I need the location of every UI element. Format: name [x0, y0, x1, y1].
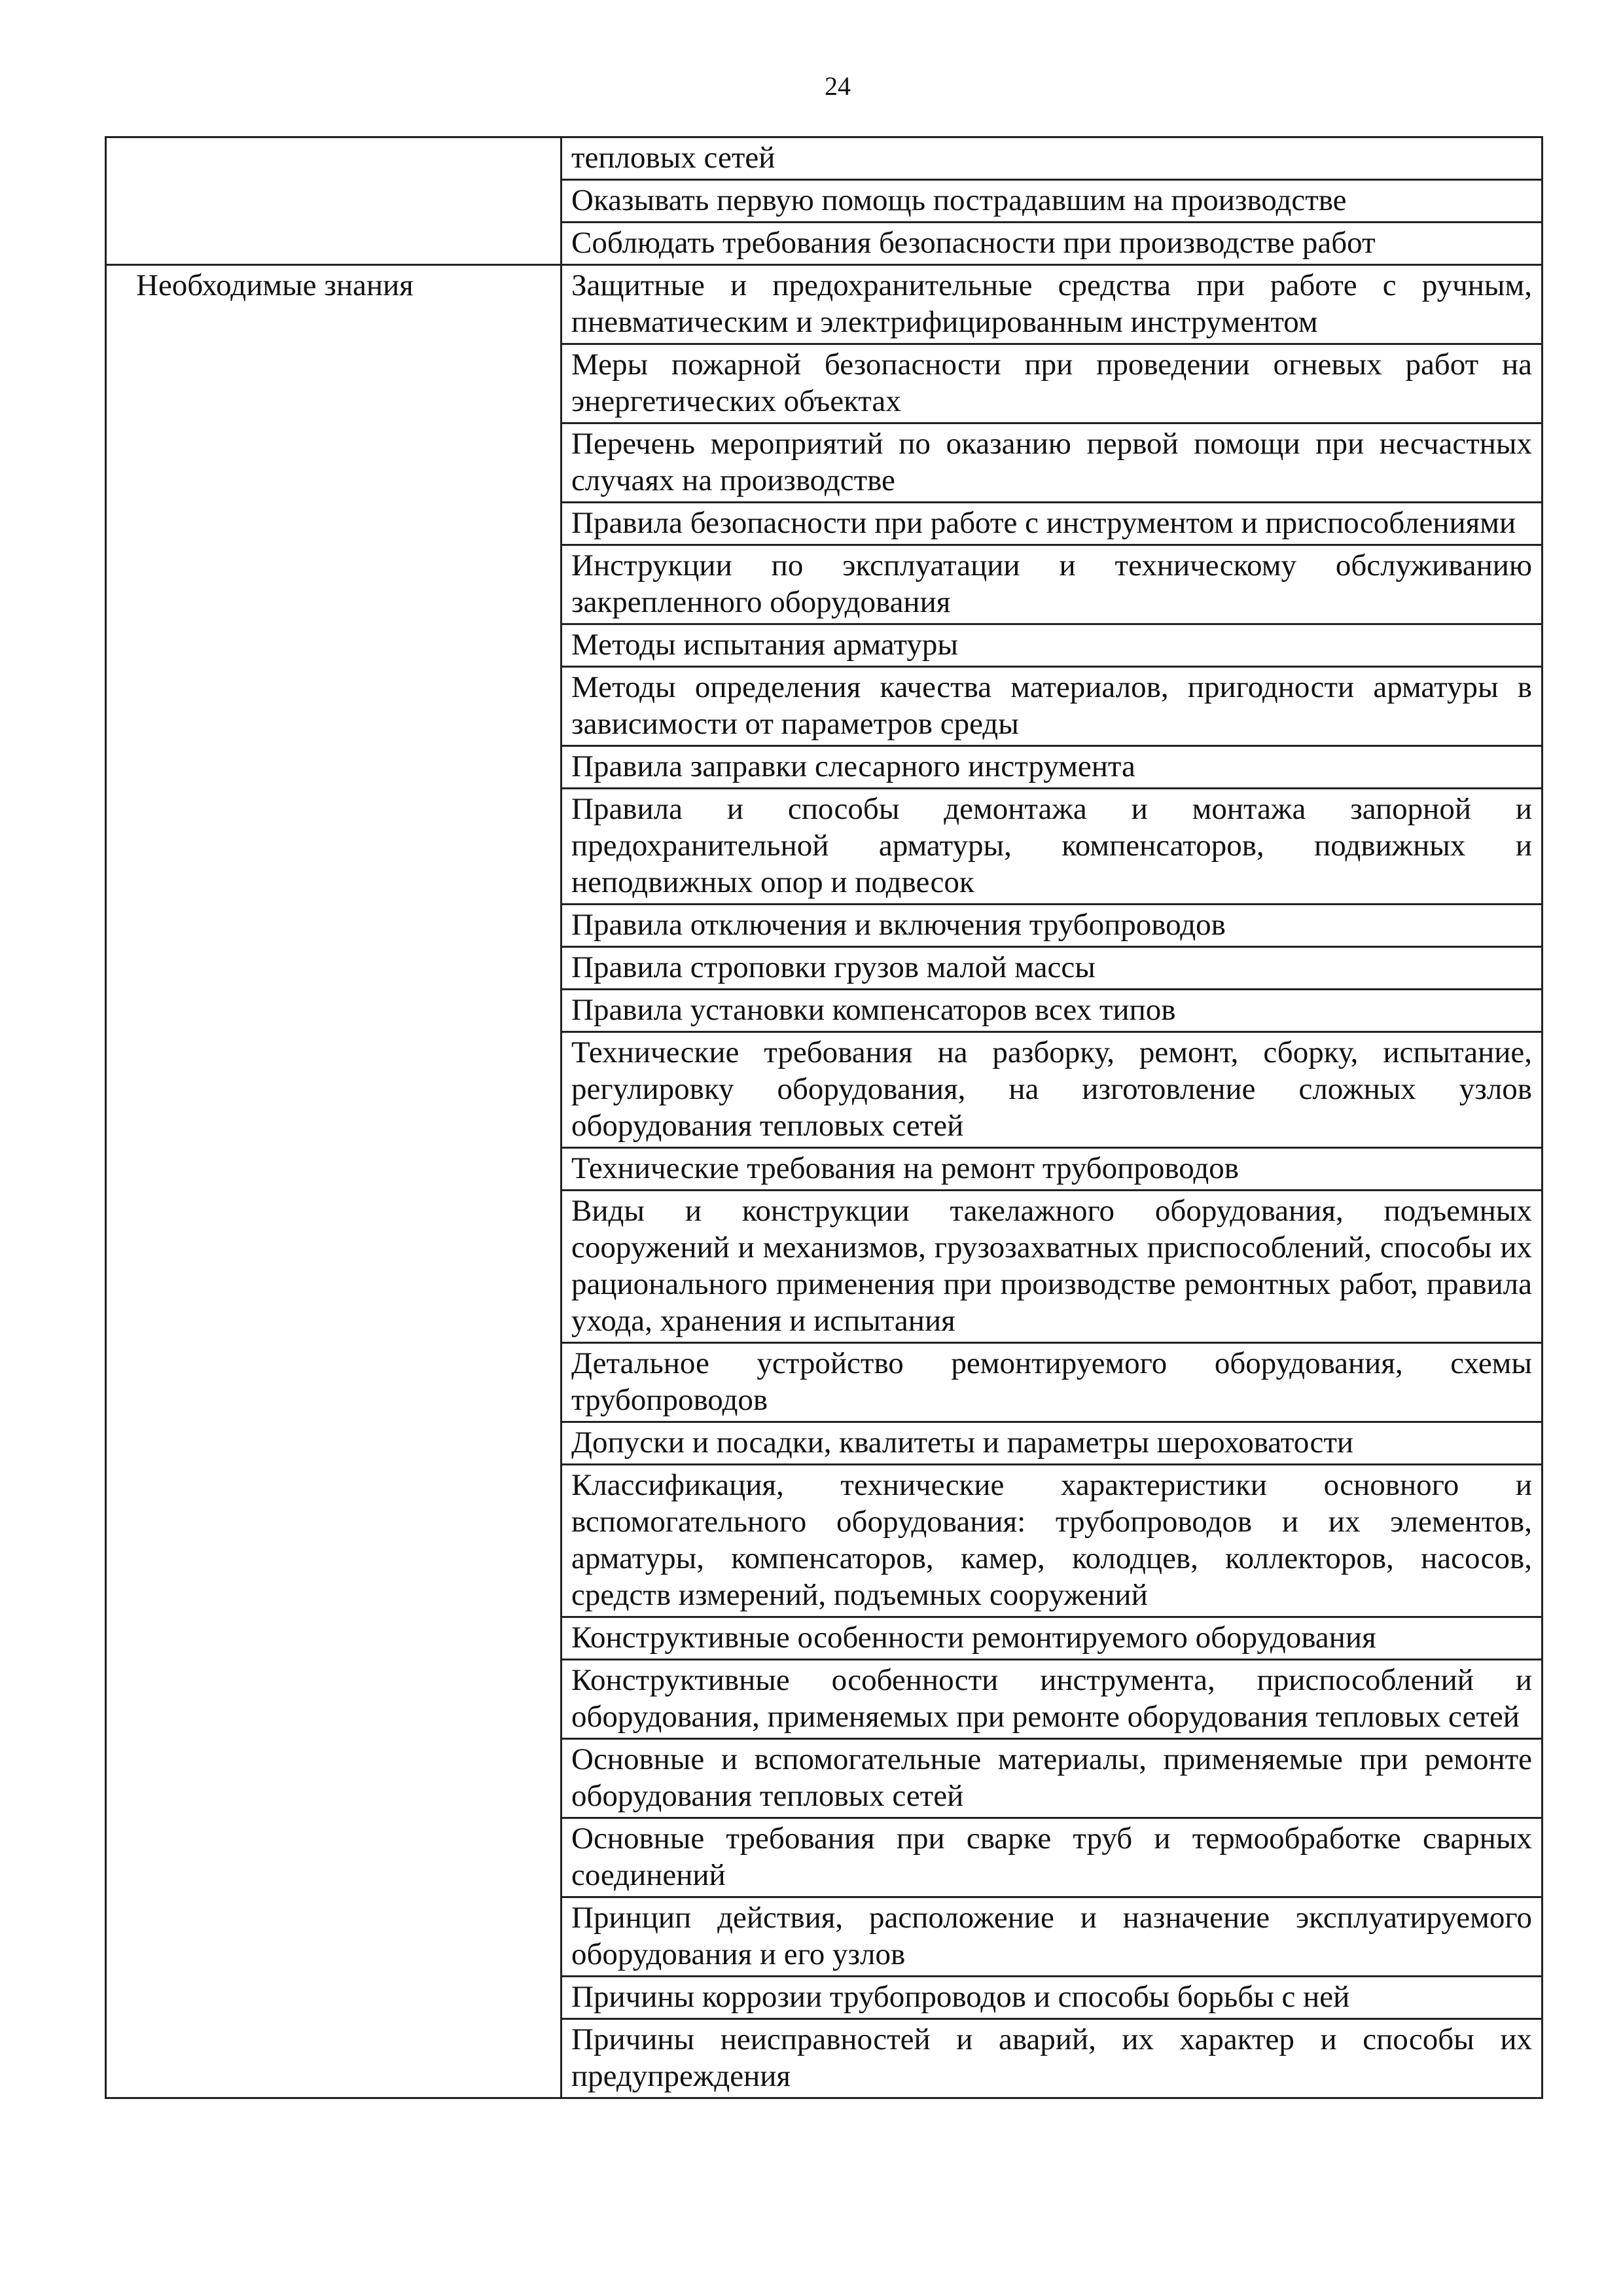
- table-cell: Допуски и посадки, квалитеты и параметры шероховатости: [562, 1422, 1543, 1465]
- table-cell: Методы испытания арматуры: [562, 624, 1543, 667]
- table-cell: Защитные и предохранительные средства при работе с ручным, пневматическим и электрифицированным инструментом: [562, 265, 1543, 344]
- table-cell: Конструктивные особенности ремонтируемого оборудования: [562, 1617, 1543, 1660]
- table-cell: Принцип действия, расположение и назначение эксплуатируемого оборудования и его узлов: [562, 1897, 1543, 1977]
- table-cell: Конструктивные особенности инструмента, приспособлений и оборудования, применяемых при ремонте оборудования тепловых сетей: [562, 1660, 1543, 1739]
- table-cell: Технические требования на ремонт трубопроводов: [562, 1148, 1543, 1191]
- table-cell: Классификация, технические характеристики основного и вспомогательного оборудования: трубопроводов и их элементов, арматуры, компенсаторов, камер, колодцев, коллекторов, насосов, средств измерений, подъемных сооружений: [562, 1465, 1543, 1617]
- table-cell: тепловых сетей: [562, 137, 1543, 180]
- table-cell: Соблюдать требования безопасности при производстве работ: [562, 223, 1543, 265]
- table-cell: Основные требования при сварке труб и термообработке сварных соединений: [562, 1818, 1543, 1897]
- table-cell: Правила и способы демонтажа и монтажа запорной и предохранительной арматуры, компенсаторов, подвижных и неподвижных опор и подвесок: [562, 789, 1543, 905]
- table-cell: Технические требования на разборку, ремонт, сборку, испытание, регулировку оборудования, на изготовление сложных узлов оборудования тепловых сетей: [562, 1032, 1543, 1148]
- table-cell: Меры пожарной безопасности при проведении огневых работ на энергетических объектах: [562, 344, 1543, 423]
- table-row: [106, 137, 1543, 180]
- table-cell: Оказывать первую помощь пострадавшим на производстве: [562, 180, 1543, 223]
- empty-label-cell: [106, 137, 562, 265]
- table-cell: Правила заправки слесарного инструмента: [562, 746, 1543, 789]
- section-label: Необходимые знания: [106, 265, 562, 2098]
- page-number: 24: [825, 71, 851, 101]
- table-row: [106, 265, 1543, 344]
- table-cell: Причины неисправностей и аварий, их характер и способы их предупреждения: [562, 2019, 1543, 2098]
- table-cell: Виды и конструкции такелажного оборудования, подъемных сооружений и механизмов, грузозахватных приспособлений, способы их рационального применения при производстве ремонтных работ, правила ухода, хранения и испытания: [562, 1191, 1543, 1343]
- table-cell: Правила отключения и включения трубопроводов: [562, 905, 1543, 947]
- table-cell: Перечень мероприятий по оказанию первой помощи при несчастных случаях на производстве: [562, 423, 1543, 503]
- table-cell: Причины коррозии трубопроводов и способы борьбы с ней: [562, 1977, 1543, 2019]
- table-cell: Основные и вспомогательные материалы, применяемые при ремонте оборудования тепловых сетей: [562, 1739, 1543, 1818]
- table-cell: Правила строповки грузов малой массы: [562, 947, 1543, 990]
- table-cell: Правила безопасности при работе с инструментом и приспособлениями: [562, 503, 1543, 545]
- table-cell: Инструкции по эксплуатации и техническому обслуживанию закрепленного оборудования: [562, 545, 1543, 624]
- table-cell: Правила установки компенсаторов всех типов: [562, 990, 1543, 1032]
- competency-table: [105, 136, 1543, 2099]
- table-cell: Детальное устройство ремонтируемого оборудования, схемы трубопроводов: [562, 1343, 1543, 1422]
- table-cell: Методы определения качества материалов, пригодности арматуры в зависимости от параметров среды: [562, 667, 1543, 746]
